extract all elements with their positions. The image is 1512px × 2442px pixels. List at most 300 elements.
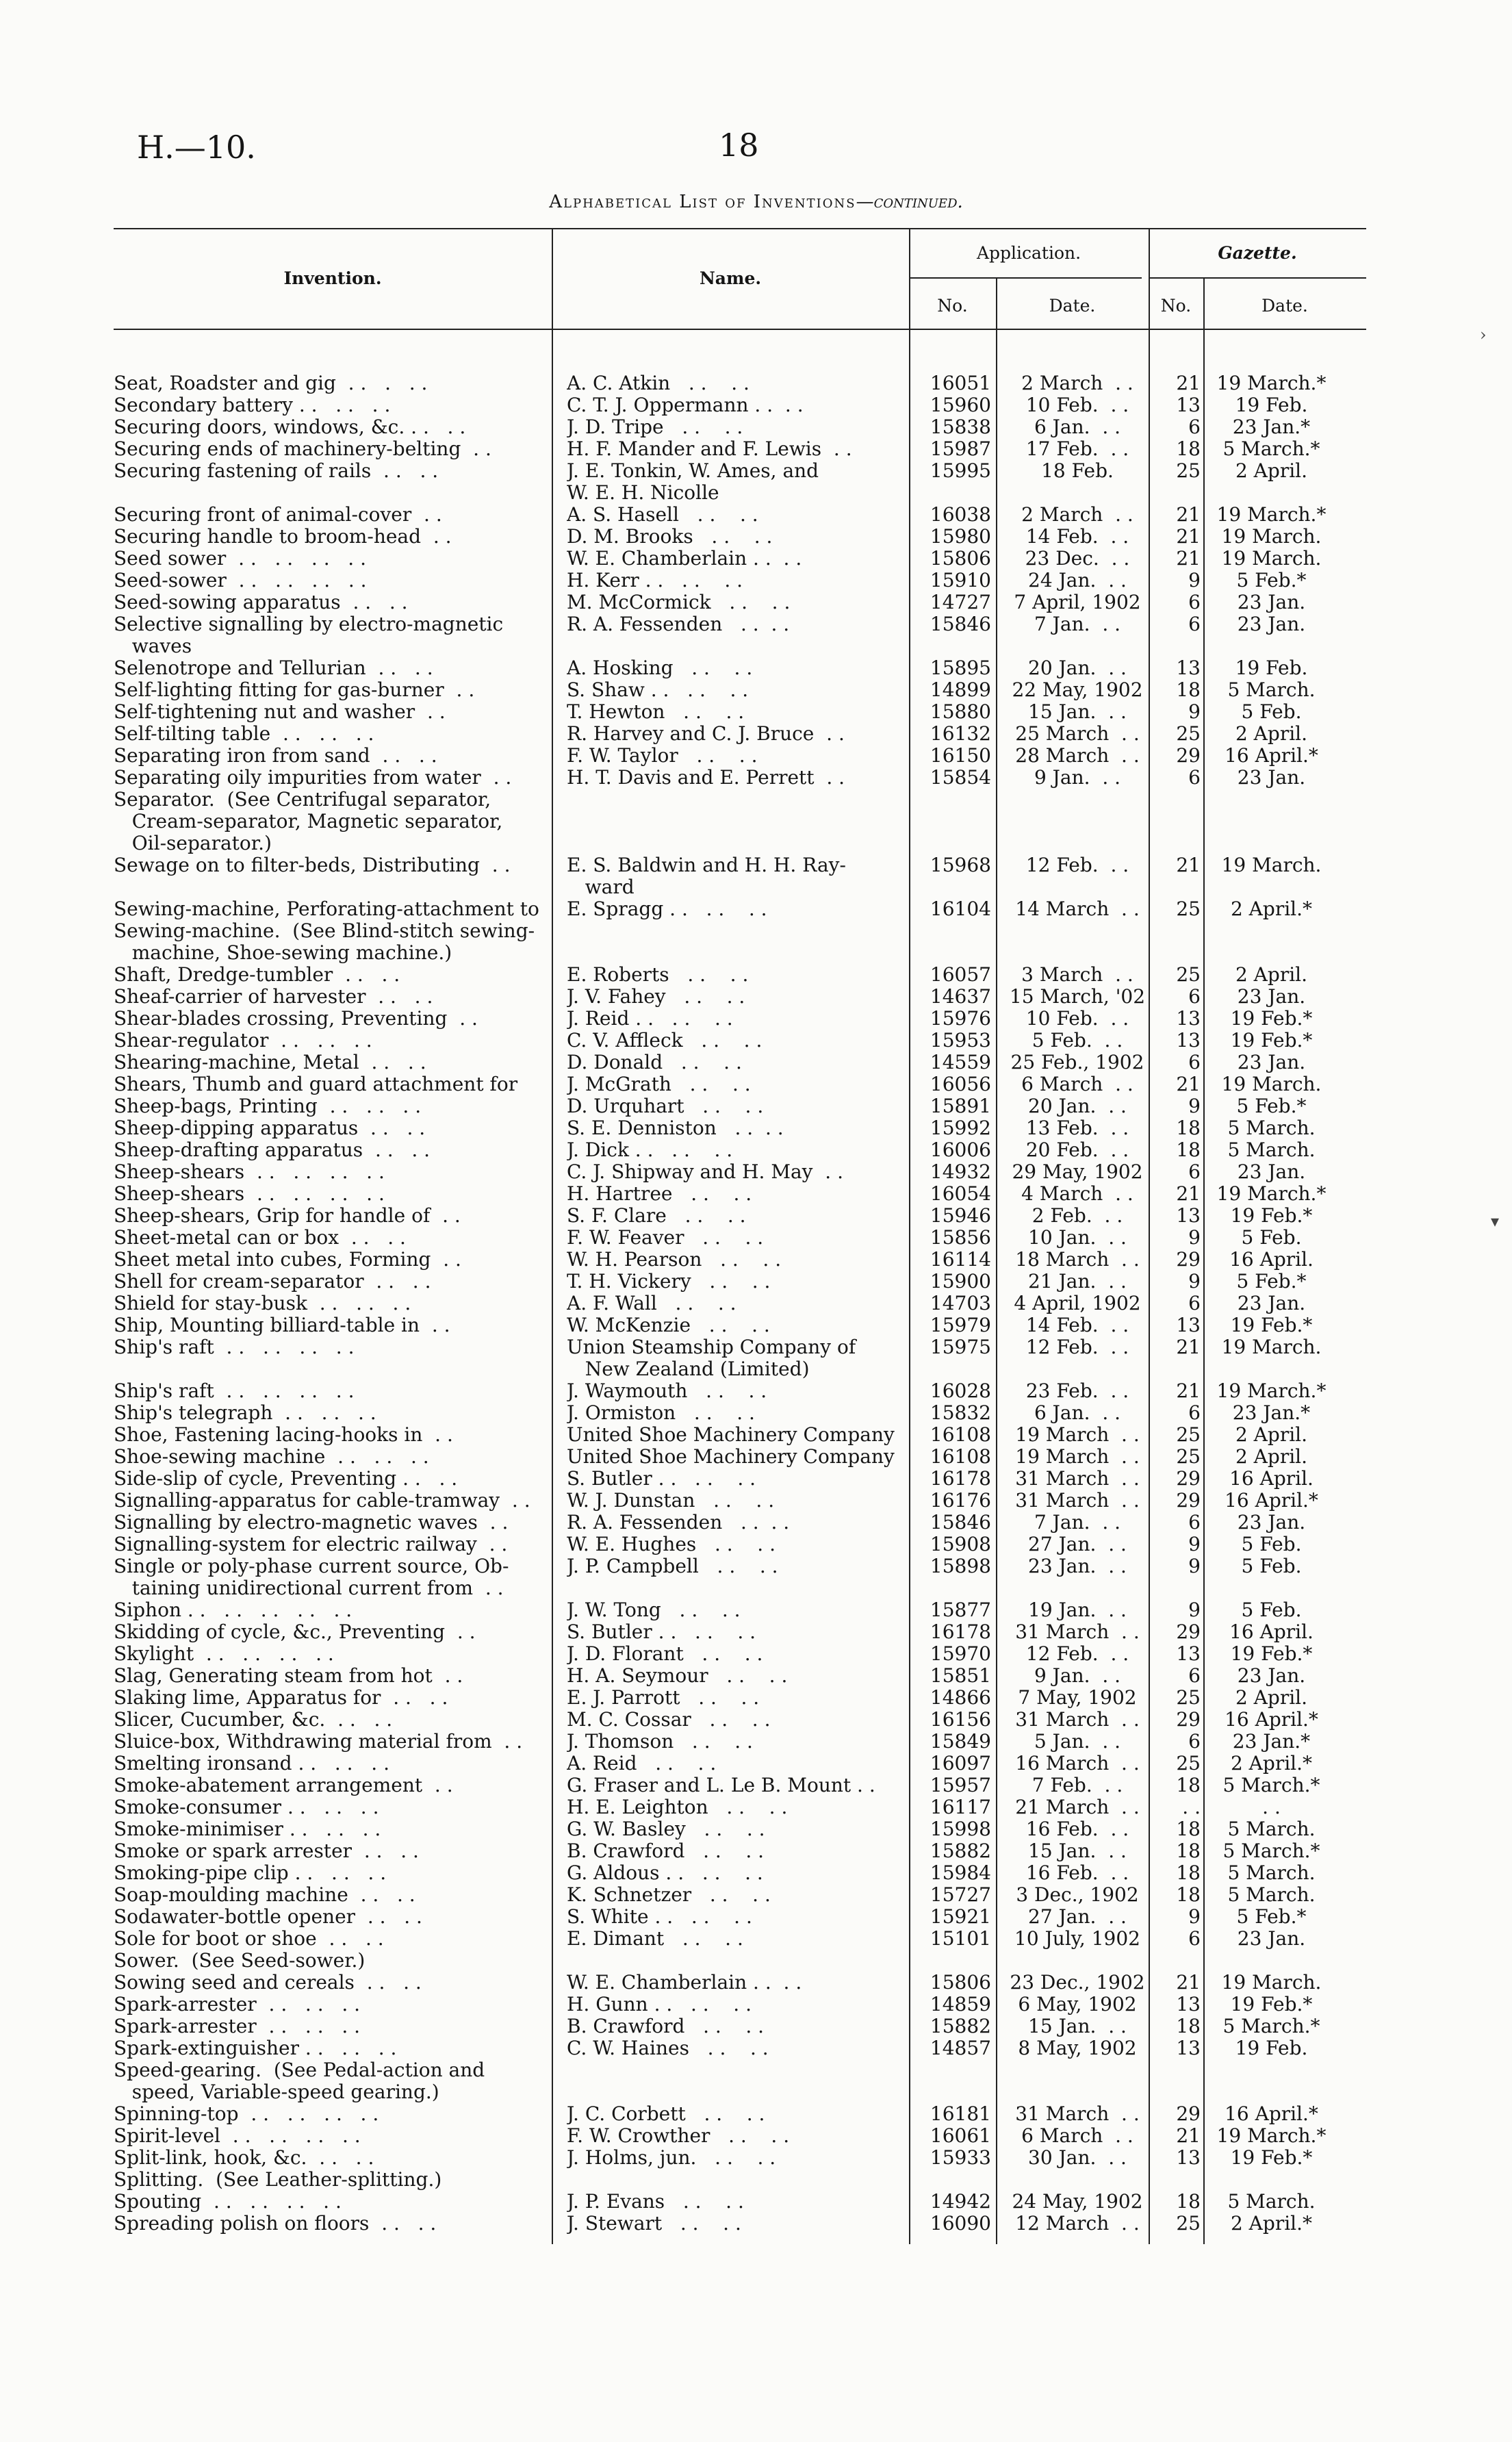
name-cell: D. Urquhart . . . . xyxy=(567,1095,764,1117)
name-cell: A. C. Atkin . . . . xyxy=(567,372,749,394)
table-row xyxy=(0,810,1512,832)
gazette-date-cell: 2 April.* xyxy=(1230,1752,1313,1775)
table-row xyxy=(0,481,1512,504)
name-cell: M. C. Cossar . . . . xyxy=(567,1708,771,1731)
name-cell: J. Reid . . . . . . xyxy=(567,1007,733,1030)
invention-cell: Slaking lime, Apparatus for . . . . xyxy=(114,1686,448,1709)
application-number-cell: 14899 xyxy=(930,678,991,701)
gazette-number-cell: 9 xyxy=(1188,1905,1201,1928)
invention-cell: Self-tilting table . . . . . . xyxy=(114,722,374,745)
invention-cell: Securing front of animal-cover . . xyxy=(114,503,442,526)
invention-cell: Sheaf-carrier of harvester . . . . xyxy=(114,985,433,1008)
table-row xyxy=(0,1401,1512,1424)
application-number-cell: 14857 xyxy=(930,2037,991,2059)
application-date-cell: 7 Feb. . . xyxy=(1032,1774,1123,1796)
application-number-cell: 15998 xyxy=(930,1818,991,1840)
gazette-date-cell: 5 Feb. xyxy=(1241,1533,1302,1555)
application-date-cell: 9 Jan. . . xyxy=(1034,1664,1121,1687)
table-row xyxy=(0,1664,1512,1687)
application-date-cell: 12 Feb. . . xyxy=(1025,1336,1129,1358)
invention-cell: Shear-regulator . . . . . . xyxy=(114,1029,372,1052)
gazette-number-cell: 25 xyxy=(1176,459,1201,482)
application-date-cell: 27 Jan. . . xyxy=(1028,1905,1127,1928)
gazette-number-cell: 6 xyxy=(1188,1511,1201,1534)
table-row xyxy=(0,832,1512,854)
invention-cell: Selective signalling by electro-magnetic xyxy=(114,613,504,635)
application-number-cell: 16108 xyxy=(930,1445,991,1468)
gazette-number-cell: 29 xyxy=(1176,1708,1201,1731)
application-number-cell: 16176 xyxy=(930,1489,991,1512)
application-number-cell: 15846 xyxy=(930,613,991,635)
application-date-cell: 20 Jan. . . xyxy=(1028,1095,1127,1117)
gazette-date-cell: 23 Jan. xyxy=(1237,1292,1306,1314)
application-date-cell: 15 Jan. . . xyxy=(1028,700,1127,723)
name-cell: R. A. Fessenden . . . . xyxy=(567,1511,790,1534)
application-number-cell: 15908 xyxy=(930,1533,991,1555)
gazette-date-cell: 2 April.* xyxy=(1230,898,1313,920)
gazette-date-cell: 2 April. xyxy=(1235,1445,1308,1468)
invention-cell: Sower. (See Seed-sower.) xyxy=(114,1949,366,1972)
invention-cell: Spinning-top . . . . . . . . xyxy=(114,2102,379,2125)
application-date-cell: 5 Feb. . . xyxy=(1032,1029,1123,1052)
name-cell: H. F. Mander and F. Lewis . . xyxy=(567,437,852,460)
gazette-date-cell: . . xyxy=(1262,1796,1281,1818)
gazette-date-cell: 5 Feb. xyxy=(1241,700,1302,723)
application-number-cell: 15992 xyxy=(930,1117,991,1139)
gazette-date-cell: 23 Jan. xyxy=(1237,985,1306,1008)
name-cell: F. W. Taylor . . . . xyxy=(567,744,758,767)
gazette-date-cell: 5 Feb.* xyxy=(1236,569,1307,592)
application-number-cell: 16181 xyxy=(930,2102,991,2125)
table-row xyxy=(0,437,1512,460)
application-date-cell: 18 March . . xyxy=(1015,1248,1140,1271)
table-row xyxy=(0,766,1512,789)
application-number-cell: 15970 xyxy=(930,1642,991,1665)
application-date-cell: 9 Jan. . . xyxy=(1034,766,1121,789)
name-cell: J. C. Corbett . . . . xyxy=(567,2102,765,2125)
name-cell: S. Shaw . . . . . . xyxy=(567,678,749,701)
name-cell: A. Reid . . . . xyxy=(567,1752,717,1775)
table-row xyxy=(0,2037,1512,2059)
gazette-number-cell: 21 xyxy=(1176,503,1201,526)
gazette-date-cell: 5 March. xyxy=(1227,1818,1316,1840)
invention-cell: Signalling-system for electric railway . . xyxy=(114,1533,508,1555)
gazette-number-cell: 9 xyxy=(1188,569,1201,592)
application-date-cell: 16 Feb. . . xyxy=(1025,1818,1129,1840)
application-date-cell: 6 May, 1902 xyxy=(1018,1993,1137,2015)
gazette-date-cell: 5 March.* xyxy=(1222,437,1320,460)
application-number-cell: 15891 xyxy=(930,1095,991,1117)
application-date-cell: 27 Jan. . . xyxy=(1028,1533,1127,1555)
gazette-number-cell: 9 xyxy=(1188,1270,1201,1293)
invention-cell: Seed sower . . . . . . . . xyxy=(114,547,367,570)
name-cell: C. T. J. Oppermann . . . . xyxy=(567,394,804,416)
application-date-cell: 6 March . . xyxy=(1021,1073,1133,1095)
gazette-date-cell: 19 Feb. xyxy=(1235,394,1308,416)
gazette-date-cell: 23 Jan. xyxy=(1237,766,1306,789)
gazette-date-cell: 5 March.* xyxy=(1222,2015,1320,2037)
application-date-cell: 24 May, 1902 xyxy=(1012,2190,1143,2213)
invention-cell: Sewing-machine. (See Blind-stitch sewing- xyxy=(114,919,535,942)
table-row xyxy=(0,1993,1512,2015)
invention-cell: Smoke-minimiser . . . . . . xyxy=(114,1818,381,1840)
page-number: 18 xyxy=(719,127,759,164)
gazette-number-cell: 6 xyxy=(1188,1292,1201,1314)
application-date-cell: 6 March . . xyxy=(1021,2124,1133,2147)
header-gazette: Gazette. xyxy=(1218,243,1297,263)
name-cell: S. Butler . . . . . . xyxy=(567,1467,756,1490)
gazette-number-cell: 25 xyxy=(1176,963,1201,986)
table-row xyxy=(0,1095,1512,1117)
table-row xyxy=(0,547,1512,570)
application-number-cell: 15854 xyxy=(930,766,991,789)
application-date-cell: 10 July, 1902 xyxy=(1014,1927,1140,1950)
table-row xyxy=(0,1445,1512,1468)
name-cell: W. E. Chamberlain . . . . xyxy=(567,1971,802,1994)
gazette-date-cell: 5 Feb.* xyxy=(1236,1270,1307,1293)
name-cell: J. Dick . . . . . . xyxy=(567,1139,733,1161)
name-cell: J. Holms, jun. . . . . xyxy=(567,2146,776,2169)
gazette-number-cell: 21 xyxy=(1176,525,1201,548)
gazette-date-cell: 23 Jan. xyxy=(1237,1051,1306,1073)
application-number-cell: 15984 xyxy=(930,1861,991,1884)
name-cell: United Shoe Machinery Company xyxy=(567,1423,895,1446)
invention-cell: machine, Shoe-sewing machine.) xyxy=(114,941,452,964)
name-cell: E. S. Baldwin and H. H. Ray- xyxy=(567,854,846,876)
name-cell: J. P. Evans . . . . xyxy=(567,2190,744,2213)
invention-cell: Sodawater-bottle opener . . . . xyxy=(114,1905,422,1928)
application-number-cell: 15995 xyxy=(930,459,991,482)
gazette-date-cell: 19 March. xyxy=(1221,1073,1322,1095)
invention-cell: Shell for cream-separator . . . . xyxy=(114,1270,431,1293)
gazette-number-cell: 6 xyxy=(1188,613,1201,635)
gazette-date-cell: 23 Jan. xyxy=(1237,1927,1306,1950)
header-application-no: No. xyxy=(937,296,968,316)
application-number-cell: 15851 xyxy=(930,1664,991,1687)
gazette-number-cell: 6 xyxy=(1188,766,1201,789)
gazette-date-cell: 16 April. xyxy=(1229,1248,1314,1271)
gazette-number-cell: 6 xyxy=(1188,1051,1201,1073)
name-cell: H. A. Seymour . . . . xyxy=(567,1664,788,1687)
gazette-number-cell: 18 xyxy=(1176,678,1201,701)
application-number-cell: 16156 xyxy=(930,1708,991,1731)
invention-cell: Sheep-shears, Grip for handle of . . xyxy=(114,1204,461,1227)
invention-cell: Sheep-shears . . . . . . . . xyxy=(114,1160,385,1183)
gazette-date-cell: 5 Feb.* xyxy=(1236,1905,1307,1928)
application-number-cell: 15832 xyxy=(930,1401,991,1424)
gazette-date-cell: 19 Feb.* xyxy=(1230,1642,1313,1665)
invention-cell: Secondary battery . . . . . . xyxy=(114,394,391,416)
table-row xyxy=(0,1861,1512,1884)
application-number-cell: 15880 xyxy=(930,700,991,723)
application-number-cell: 15910 xyxy=(930,569,991,592)
name-cell: E. Spragg . . . . . . xyxy=(567,898,767,920)
application-date-cell: 16 Feb. . . xyxy=(1025,1861,1129,1884)
table-row xyxy=(0,1577,1512,1599)
application-date-cell: 20 Jan. . . xyxy=(1028,657,1127,679)
name-cell: A. Hosking . . . . xyxy=(567,657,753,679)
invention-cell: Spark-arrester . . . . . . xyxy=(114,1993,361,2015)
table-row xyxy=(0,2168,1512,2191)
invention-cell: Ship's telegraph . . . . . . xyxy=(114,1401,376,1424)
gazette-number-cell: 21 xyxy=(1176,2124,1201,2147)
table-row xyxy=(0,1927,1512,1950)
invention-cell: Speed-gearing. (See Pedal-action and xyxy=(114,2059,485,2081)
table-row xyxy=(0,1467,1512,1490)
application-date-cell: 22 May, 1902 xyxy=(1012,678,1143,701)
table-row xyxy=(0,941,1512,964)
gazette-date-cell: 5 Feb. xyxy=(1241,1226,1302,1249)
name-cell: W. E. Hughes . . . . xyxy=(567,1533,776,1555)
name-cell: A. S. Hasell . . . . xyxy=(567,503,758,526)
gazette-number-cell: 29 xyxy=(1176,1489,1201,1512)
invention-cell: Sewing-machine, Perforating-attachment to xyxy=(114,898,539,920)
table-row xyxy=(0,1533,1512,1555)
gazette-number-cell: 18 xyxy=(1176,2190,1201,2213)
gazette-date-cell: 16 April.* xyxy=(1225,1708,1318,1731)
application-number-cell: 15856 xyxy=(930,1226,991,1249)
gazette-number-cell: 6 xyxy=(1188,985,1201,1008)
table-row xyxy=(0,416,1512,438)
application-number-cell: 15968 xyxy=(930,854,991,876)
application-date-cell: 28 March . . xyxy=(1015,744,1140,767)
invention-cell: Sheep-shears . . . . . . . . xyxy=(114,1182,385,1205)
application-number-cell: 16132 xyxy=(930,722,991,745)
invention-cell: Signalling-apparatus for cable-tramway . . xyxy=(114,1489,530,1512)
header-invention: Invention. xyxy=(283,268,382,288)
name-cell: United Shoe Machinery Company xyxy=(567,1445,895,1468)
gazette-number-cell: 13 xyxy=(1176,1204,1201,1227)
gazette-date-cell: 19 Feb.* xyxy=(1230,1314,1313,1336)
application-number-cell: 16006 xyxy=(930,1139,991,1161)
application-date-cell: 2 March . . xyxy=(1021,503,1133,526)
table-row xyxy=(0,2059,1512,2081)
invention-cell: Sewage on to filter-beds, Distributing . . xyxy=(114,854,511,876)
invention-cell: Shoe, Fastening lacing-hooks in . . xyxy=(114,1423,453,1446)
table-row xyxy=(0,1949,1512,1972)
gazette-date-cell: 2 April.* xyxy=(1230,2212,1313,2235)
application-number-cell: 15921 xyxy=(930,1905,991,1928)
gazette-number-cell: 13 xyxy=(1176,2037,1201,2059)
gazette-number-cell: 6 xyxy=(1188,1160,1201,1183)
name-cell: J. D. Tripe . . . . xyxy=(567,416,743,438)
application-number-cell: 14866 xyxy=(930,1686,991,1709)
application-date-cell: 24 Jan. . . xyxy=(1028,569,1127,592)
gazette-number-cell: 29 xyxy=(1176,1467,1201,1490)
table-row xyxy=(0,1314,1512,1336)
application-date-cell: 10 Feb. . . xyxy=(1025,394,1129,416)
table-row xyxy=(0,635,1512,657)
gazette-date-cell: 23 Jan. xyxy=(1237,1664,1306,1687)
application-date-cell: 7 April, 1902 xyxy=(1014,591,1141,613)
header-gazette-no: No. xyxy=(1160,296,1192,316)
gazette-date-cell: 5 Feb. xyxy=(1241,1599,1302,1621)
invention-cell: Shear-blades crossing, Preventing . . xyxy=(114,1007,478,1030)
invention-cell: Securing handle to broom-head . . xyxy=(114,525,452,548)
application-date-cell: 14 Feb. . . xyxy=(1025,525,1129,548)
scan-mark-right-lower: ▾ xyxy=(1491,1212,1500,1231)
name-cell: D. Donald . . . . xyxy=(567,1051,742,1073)
application-date-cell: 19 March . . xyxy=(1015,1423,1140,1446)
table-row xyxy=(0,1204,1512,1227)
application-date-cell: 23 Feb. . . xyxy=(1025,1379,1129,1402)
application-number-cell: 15849 xyxy=(930,1730,991,1753)
invention-cell: Slicer, Cucumber, &c. . . . . xyxy=(114,1708,393,1731)
table-row xyxy=(0,1160,1512,1183)
application-date-cell: 19 March . . xyxy=(1015,1445,1140,1468)
table-row xyxy=(0,1007,1512,1030)
application-date-cell: 31 March . . xyxy=(1015,1467,1140,1490)
table-row xyxy=(0,1139,1512,1161)
table-row xyxy=(0,1752,1512,1775)
invention-cell: Separating iron from sand . . . . xyxy=(114,744,437,767)
table-row xyxy=(0,1620,1512,1643)
application-date-cell: 16 March . . xyxy=(1015,1752,1140,1775)
application-date-cell: 13 Feb. . . xyxy=(1025,1117,1129,1139)
name-cell: New Zealand (Limited) xyxy=(567,1358,810,1380)
application-date-cell: 23 Dec. . . xyxy=(1025,547,1130,570)
name-cell: C. J. Shipway and H. May . . xyxy=(567,1160,844,1183)
application-number-cell: 16104 xyxy=(930,898,991,920)
invention-cell: Skylight . . . . . . . . xyxy=(114,1642,334,1665)
invention-cell: Splitting. (See Leather-splitting.) xyxy=(114,2168,442,2191)
table-row xyxy=(0,1708,1512,1731)
name-cell: J. E. Tonkin, W. Ames, and xyxy=(567,459,819,482)
table-row xyxy=(0,569,1512,592)
name-cell: W. J. Dunstan . . . . xyxy=(567,1489,775,1512)
gazette-date-cell: 19 Feb. xyxy=(1235,2037,1308,2059)
name-cell: W. McKenzie . . . . xyxy=(567,1314,770,1336)
gazette-date-cell: 2 April. xyxy=(1235,1686,1308,1709)
gazette-number-cell: 13 xyxy=(1176,1993,1201,2015)
application-date-cell: 25 Feb., 1902 xyxy=(1010,1051,1144,1073)
table-row xyxy=(0,394,1512,416)
name-cell: J. Waymouth . . . . xyxy=(567,1379,767,1402)
header-gazette-date: Date. xyxy=(1261,296,1308,316)
name-cell: J. V. Fahey . . . . xyxy=(567,985,745,1008)
invention-cell: Side-slip of cycle, Preventing . . . . xyxy=(114,1467,458,1490)
gazette-date-cell: 23 Jan. xyxy=(1237,1160,1306,1183)
invention-cell: Spreading polish on floors . . . . xyxy=(114,2212,437,2235)
table-row xyxy=(0,372,1512,394)
table-row xyxy=(0,657,1512,679)
table-row xyxy=(0,919,1512,942)
application-number-cell: 15957 xyxy=(930,1774,991,1796)
table-row xyxy=(0,1182,1512,1205)
invention-cell: Seed-sowing apparatus . . . . xyxy=(114,591,408,613)
gazette-date-cell: 5 March. xyxy=(1227,2190,1316,2213)
application-number-cell: 14637 xyxy=(930,985,991,1008)
gazette-date-cell: 16 April. xyxy=(1229,1467,1314,1490)
application-date-cell: 20 Feb. . . xyxy=(1025,1139,1129,1161)
gazette-date-cell: 16 April.* xyxy=(1225,1489,1318,1512)
table-row xyxy=(0,1292,1512,1314)
gazette-number-cell: 6 xyxy=(1188,1730,1201,1753)
name-cell: J. Ormiston . . . . xyxy=(567,1401,755,1424)
name-cell: T. H. Vickery . . . . xyxy=(567,1270,771,1293)
gazette-date-cell: 19 Feb. xyxy=(1235,657,1308,679)
gazette-number-cell: . . xyxy=(1182,1796,1201,1818)
gazette-number-cell: 21 xyxy=(1176,1336,1201,1358)
table-row xyxy=(0,1796,1512,1818)
application-number-cell: 16097 xyxy=(930,1752,991,1775)
application-number-cell: 14859 xyxy=(930,1993,991,2015)
application-number-cell: 16114 xyxy=(930,1248,991,1271)
application-number-cell: 15882 xyxy=(930,2015,991,2037)
name-cell: H. Hartree . . . . xyxy=(567,1182,752,1205)
invention-cell: Selenotrope and Tellurian . . . . xyxy=(114,657,433,679)
gazette-number-cell: 13 xyxy=(1176,1642,1201,1665)
gazette-number-cell: 9 xyxy=(1188,1226,1201,1249)
table-row xyxy=(0,2190,1512,2213)
table-row xyxy=(0,898,1512,920)
gazette-date-cell: 19 Feb.* xyxy=(1230,1204,1313,1227)
application-number-cell: 16090 xyxy=(930,2212,991,2235)
application-date-cell: 6 Jan. . . xyxy=(1034,416,1121,438)
invention-cell: Siphon . . . . . . . . . . xyxy=(114,1599,353,1621)
gazette-number-cell: 18 xyxy=(1176,1861,1201,1884)
application-date-cell: 5 Jan. . . xyxy=(1034,1730,1121,1753)
application-number-cell: 16028 xyxy=(930,1379,991,1402)
name-cell: D. M. Brooks . . . . xyxy=(567,525,773,548)
table-row xyxy=(0,1489,1512,1512)
gazette-number-cell: 6 xyxy=(1188,1664,1201,1687)
application-date-cell: 14 Feb. . . xyxy=(1025,1314,1129,1336)
application-number-cell: 15898 xyxy=(930,1555,991,1577)
invention-cell: Sluice-box, Withdrawing material from . . xyxy=(114,1730,523,1753)
gazette-number-cell: 29 xyxy=(1176,2102,1201,2125)
name-cell: G. Aldous . . . . . . xyxy=(567,1861,763,1884)
application-date-cell: 8 May, 1902 xyxy=(1018,2037,1137,2059)
application-number-cell: 15900 xyxy=(930,1270,991,1293)
name-cell: J. Stewart . . . . xyxy=(567,2212,741,2235)
name-cell: R. Harvey and C. J. Bruce . . xyxy=(567,722,845,745)
application-date-cell: 23 Dec., 1902 xyxy=(1010,1971,1145,1994)
name-cell: R. A. Fessenden . . . . xyxy=(567,613,790,635)
gazette-date-cell: 5 March.* xyxy=(1222,1840,1320,1862)
gazette-date-cell: 19 March. xyxy=(1221,1971,1322,1994)
scan-mark-right: › xyxy=(1480,325,1487,344)
gazette-number-cell: 25 xyxy=(1176,898,1201,920)
table-row xyxy=(0,613,1512,635)
invention-cell: Sowing seed and cereals . . . . xyxy=(114,1971,422,1994)
gazette-number-cell: 9 xyxy=(1188,1095,1201,1117)
gazette-number-cell: 13 xyxy=(1176,657,1201,679)
invention-cell: Smoke-abatement arrangement . . xyxy=(114,1774,453,1796)
application-date-cell: 12 Feb. . . xyxy=(1025,1642,1129,1665)
application-number-cell: 15838 xyxy=(930,416,991,438)
application-date-cell: 29 May, 1902 xyxy=(1012,1160,1143,1183)
invention-cell: speed, Variable-speed gearing.) xyxy=(114,2081,439,2103)
application-date-cell: 21 Jan. . . xyxy=(1028,1270,1127,1293)
table-row xyxy=(0,1423,1512,1446)
invention-cell: Sole for boot or shoe . . . . xyxy=(114,1927,384,1950)
gazette-date-cell: 19 Feb.* xyxy=(1230,1007,1313,1030)
gazette-number-cell: 6 xyxy=(1188,416,1201,438)
gazette-number-cell: 18 xyxy=(1176,1840,1201,1862)
gazette-number-cell: 13 xyxy=(1176,1029,1201,1052)
application-number-cell: 15979 xyxy=(930,1314,991,1336)
caption-main: Alphabetical List of Inventions xyxy=(549,192,856,212)
gazette-number-cell: 25 xyxy=(1176,1686,1201,1709)
table-row xyxy=(0,963,1512,986)
table-row xyxy=(0,788,1512,811)
invention-cell: Shield for stay-busk . . . . . . xyxy=(114,1292,411,1314)
gazette-date-cell: 5 March. xyxy=(1227,1139,1316,1161)
application-number-cell: 14703 xyxy=(930,1292,991,1314)
name-cell: Union Steamship Company of xyxy=(567,1336,856,1358)
gazette-number-cell: 18 xyxy=(1176,437,1201,460)
